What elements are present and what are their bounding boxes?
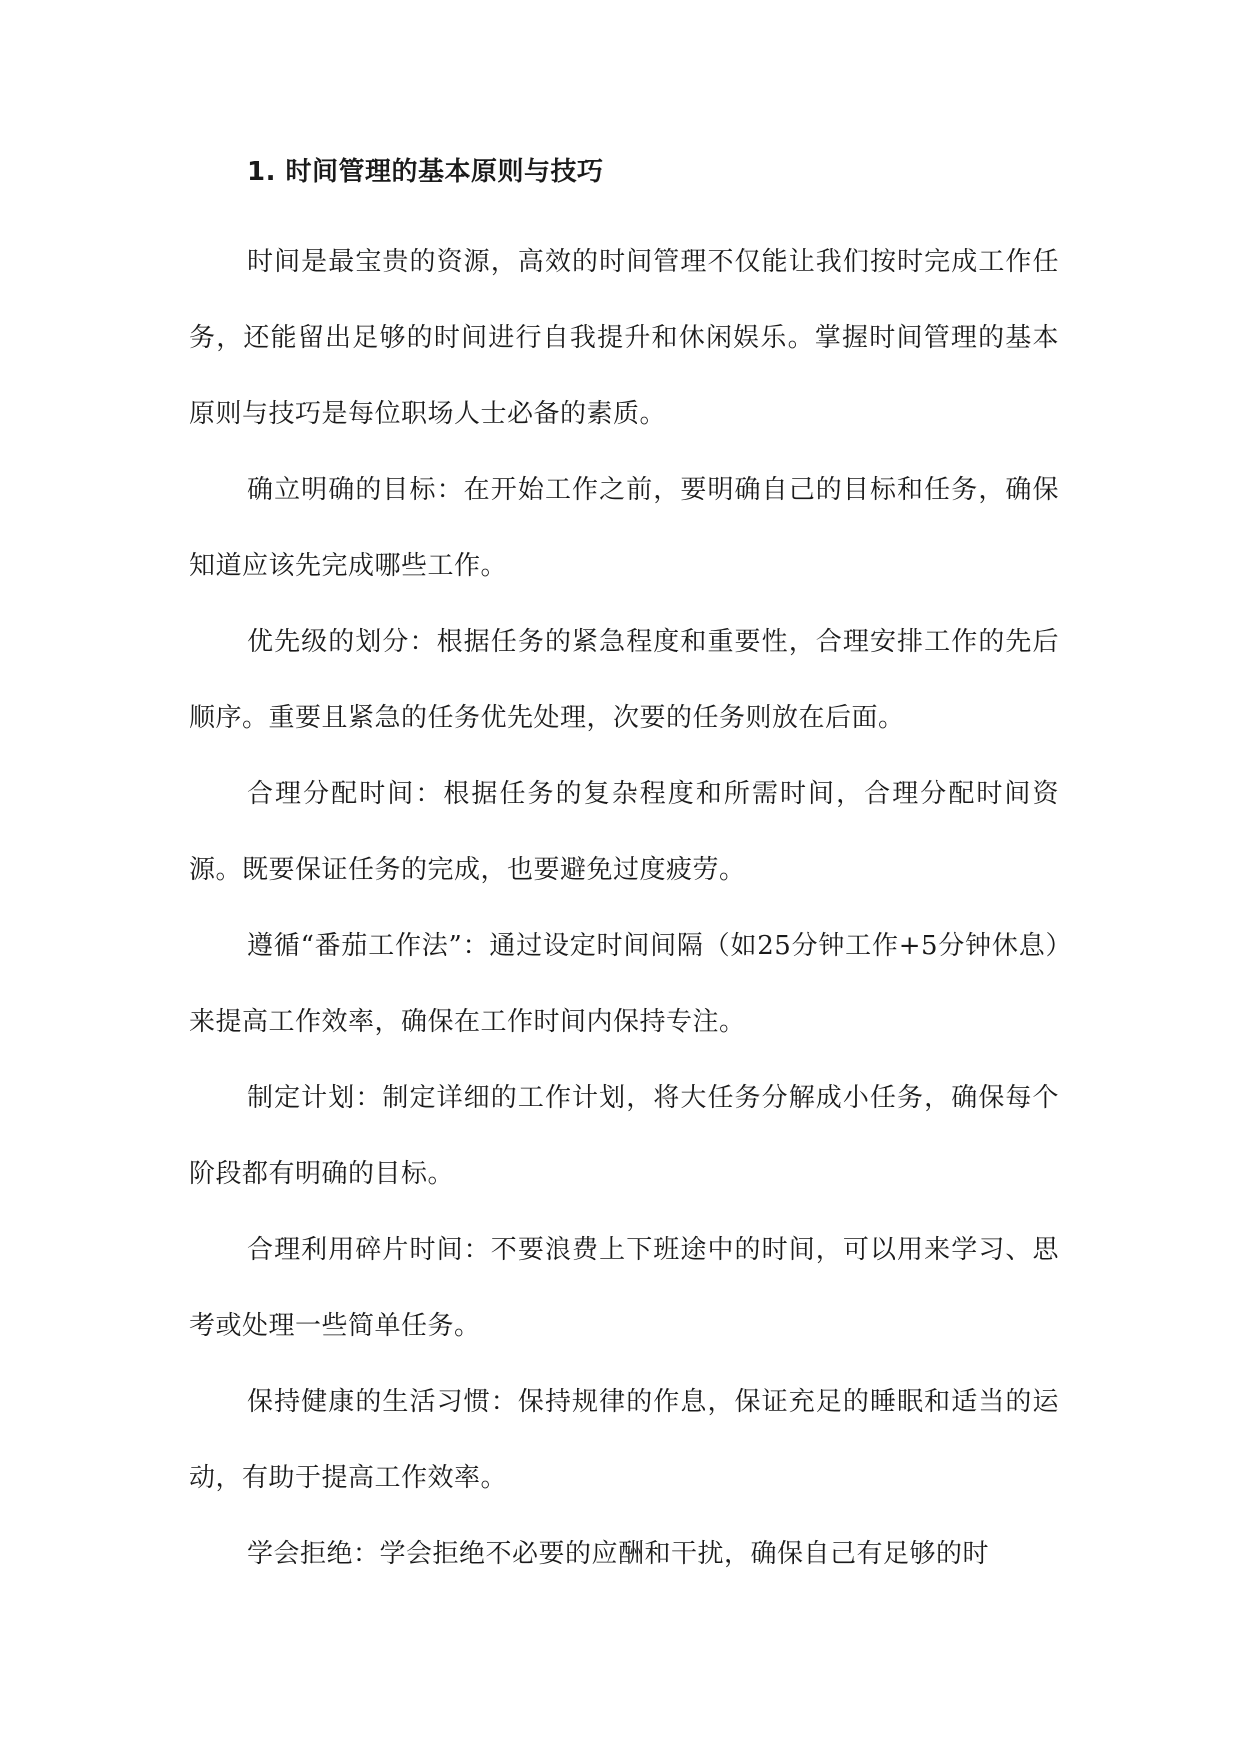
paragraph-priorities: 优先级的划分：根据任务的紧急程度和重要性，合理安排工作的先后顺序。重要且紧急的任务优先处理，次要的任务则放在后面。 xyxy=(189,627,1059,733)
paragraph-learn-to-refuse: 学会拒绝：学会拒绝不必要的应酬和干扰，确保自己有足够的时 xyxy=(247,1539,990,1569)
paragraph-time-allocation: 合理分配时间：根据任务的复杂程度和所需时间，合理分配时间资源。既要保证任务的完成，也要避免过度疲劳。 xyxy=(189,779,1059,885)
paragraph-fragment-time: 合理利用碎片时间：不要浪费上下班途中的时间，可以用来学习、思考或处理一些简单任务。 xyxy=(189,1235,1059,1341)
paragraph-intro: 时间是最宝贵的资源，高效的时间管理不仅能让我们按时完成工作任务，还能留出足够的时间进行自我提升和休闲娱乐。掌握时间管理的基本原则与技巧是每位职场人士必备的素质。 xyxy=(189,247,1059,429)
document-body xyxy=(189,150,1059,1592)
paragraph-pomodoro: 遵循“番茄工作法”：通过设定时间间隔（如25分钟工作+5分钟休息）来提高工作效率，确保在工作时间内保持专注。 xyxy=(189,931,1059,1037)
paragraph-clear-goals: 确立明确的目标：在开始工作之前，要明确自己的目标和任务，确保知道应该先完成哪些工作。 xyxy=(189,475,1059,581)
paragraph-healthy-habits: 保持健康的生活习惯：保持规律的作息，保证充足的睡眠和适当的运动，有助于提高工作效率。 xyxy=(189,1387,1059,1493)
paragraph-planning: 制定计划：制定详细的工作计划，将大任务分解成小任务，确保每个阶段都有明确的目标。 xyxy=(189,1083,1059,1189)
section-heading: 1. 时间管理的基本原则与技巧 xyxy=(247,157,604,187)
